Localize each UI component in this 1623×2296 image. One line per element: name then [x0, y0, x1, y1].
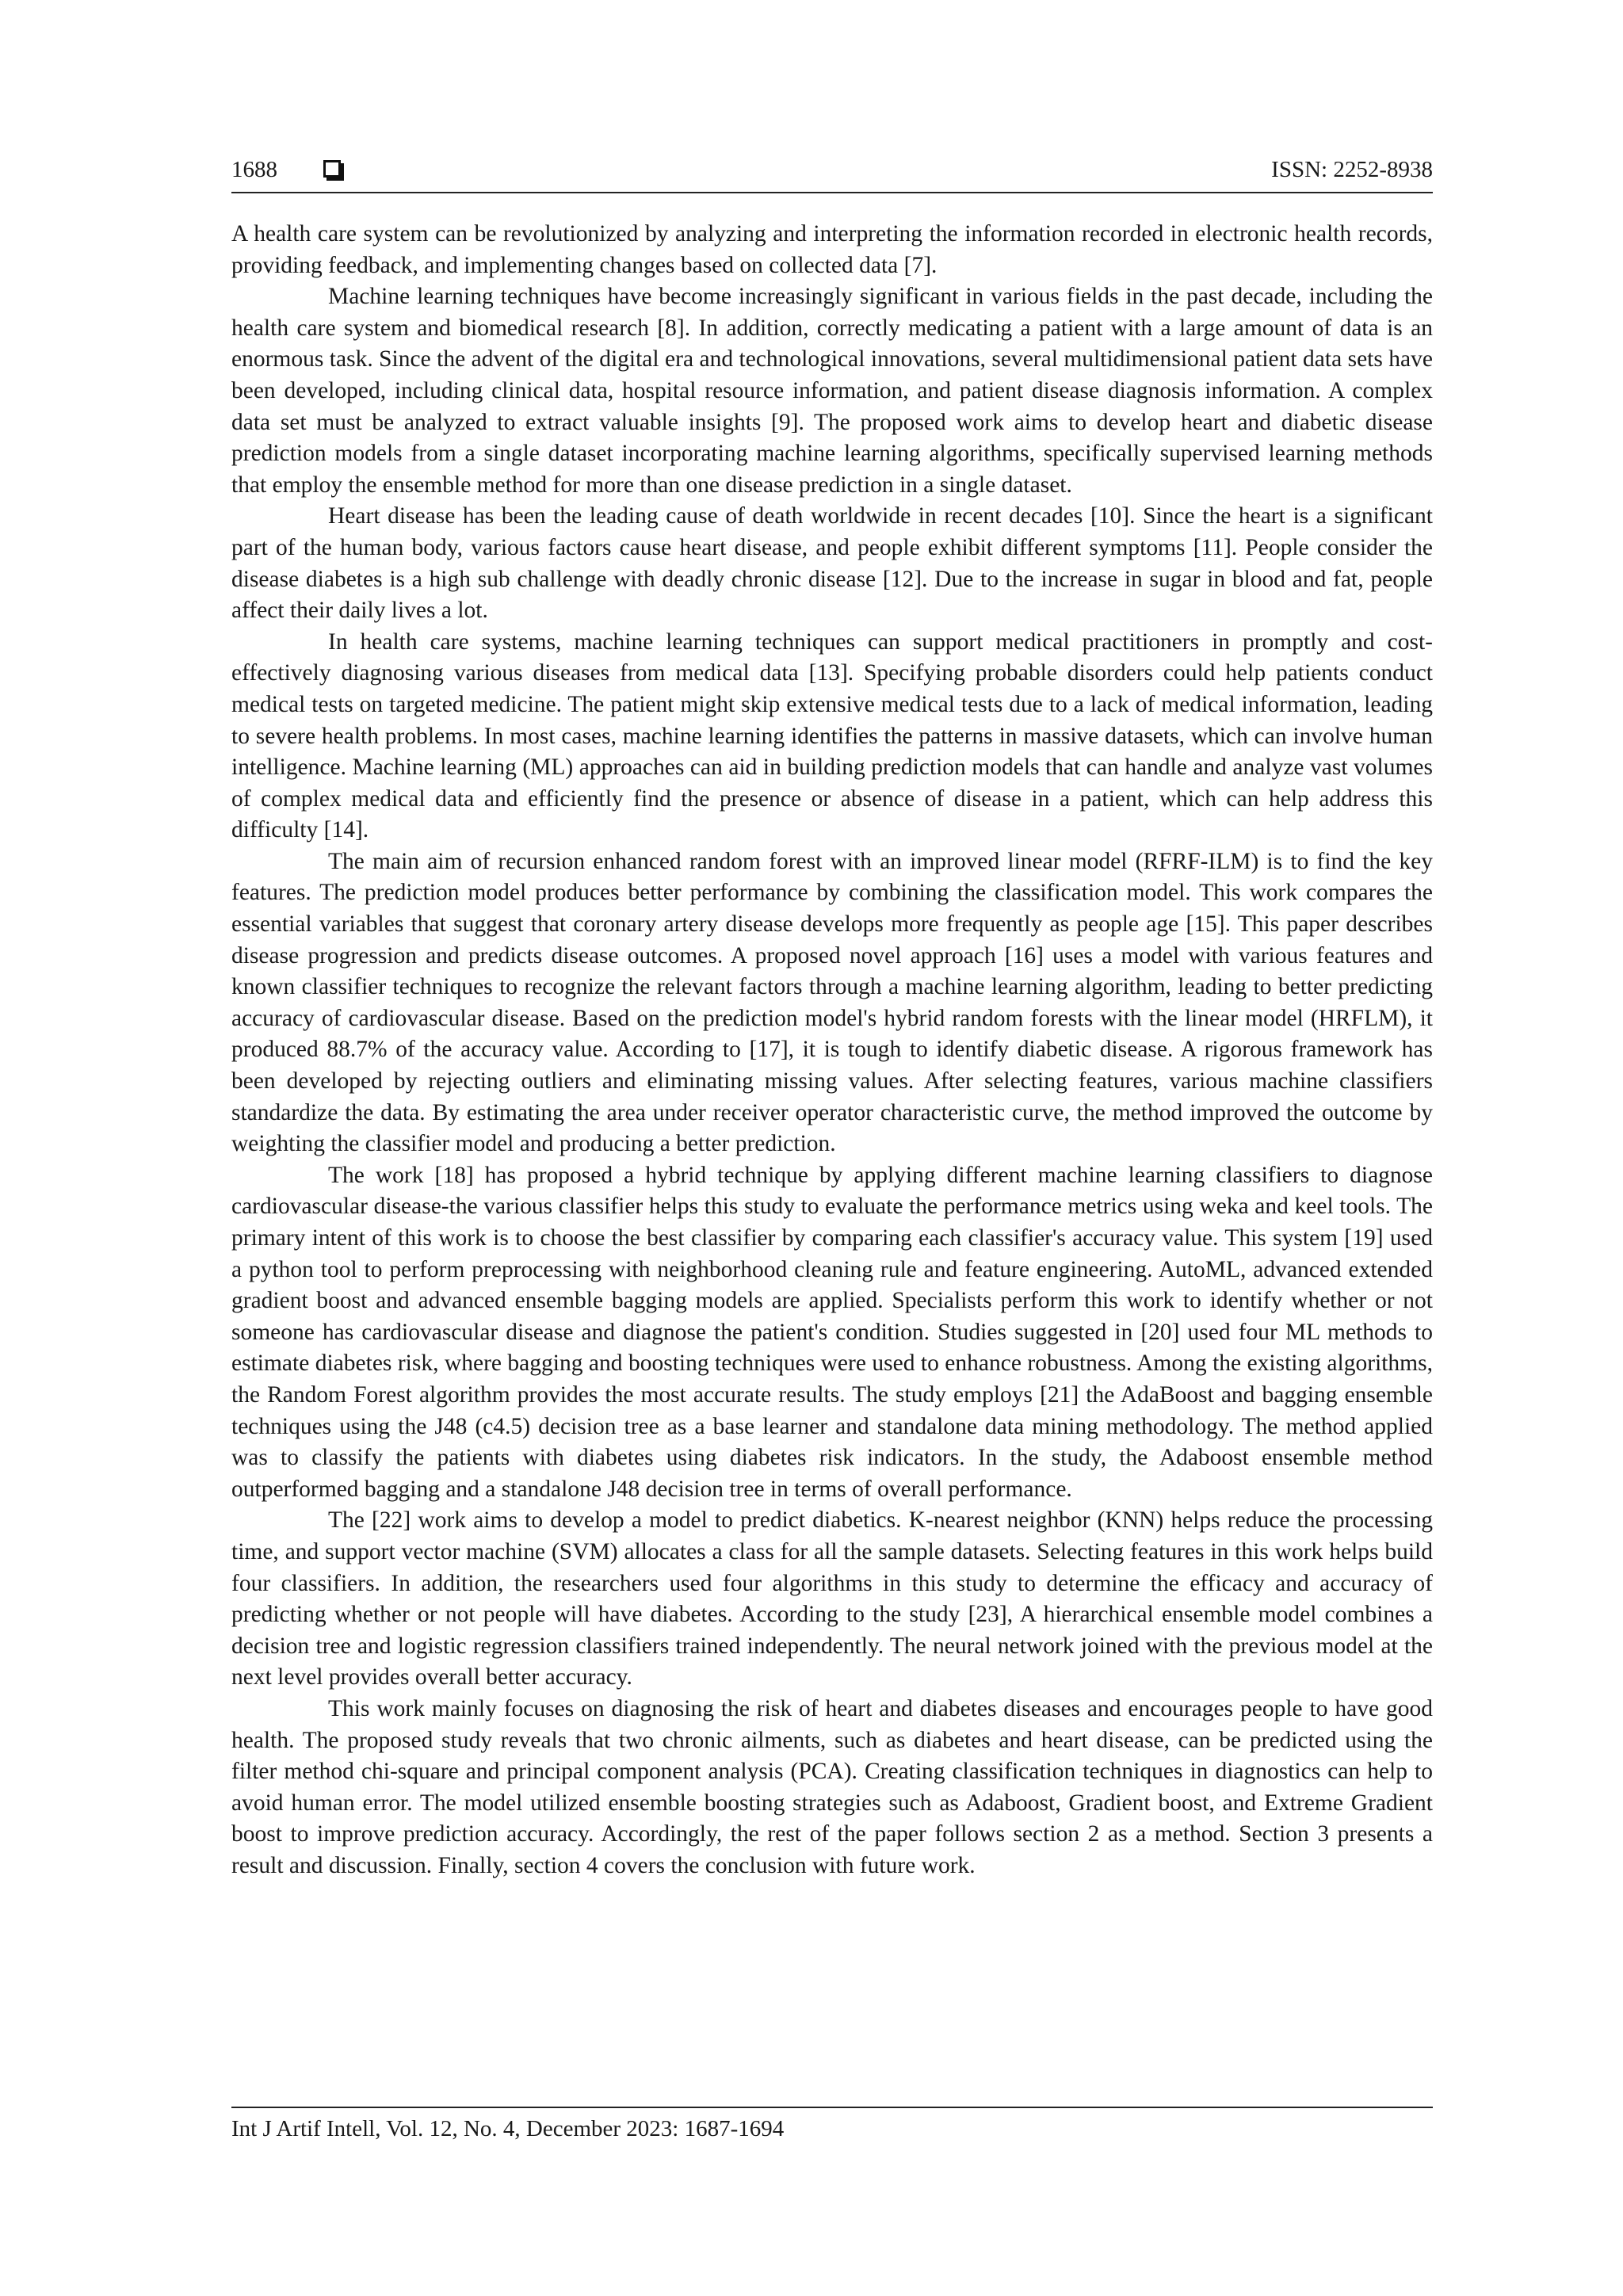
paragraph: The work [18] has proposed a hybrid technique by applying different machine learning classifiers to diagnose cardiovascular disease-the various classifier helps this study to evaluate the performance metrics using weka and keel tools. The primary intent of this work is to choose the best classifier by comparing each classifier's accuracy value. This system [19] used a python tool to perform preprocessing with neighborhood cleaning rule and feature engineering. AutoML, advanced extended gradient boost and advanced ensemble bagging models are applied. Specialists perform this work to identify whether or not someone has cardiovascular disease and diagnose the patient's condition. Studies suggested in [20] used four ML methods to estimate diabetes risk, where bagging and boosting techniques were used to enhance robustness. Among the existing algorithms, the Random Forest algorithm provides the most accurate results. The study employs [21] the AdaBoost and bagging ensemble techniques using the J48 (c4.5) decision tree as a base learner and standalone data mining methodology. The method applied was to classify the patients with diabetes using diabetes risk indicators. In the study, the Adaboost ensemble method outperformed bagging and a standalone J48 decision tree in terms of overall performance.	[231, 1162, 1433, 1502]
paragraph: The main aim of recursion enhanced random forest with an improved linear model (RFRF-ILM) is to find the key features. The prediction model produces better performance by combining the classification model. This work compares the essential variables that suggest that coronary artery disease develops more frequently as people age [15]. This paper describes disease progression and predicts disease outcomes. A proposed novel approach [16] uses a model with various features and known classifier techniques to recognize the relevant factors through a machine learning algorithm, leading to better predicting accuracy of cardiovascular disease. Based on the prediction model's hybrid random forests with the linear model (HRFLM), it produced 88.7% of the accuracy value. According to [17], it is tough to identify diabetic disease. A rigorous framework has been developed by rejecting outliers and eliminating missing values. After selecting features, various machine classifiers standardize the data. By estimating the area under receiver operator characteristic curve, the method improved the outcome by weighting the classifier model and producing a better prediction.	[231, 848, 1433, 1157]
article-body	[231, 219, 1433, 1881]
checkbox-square-icon	[323, 160, 341, 178]
paragraph: In health care systems, machine learning techniques can support medical practitioners in promptly and cost-effectively diagnosing various diseases from medical data [13]. Specifying probable disorders could help patients conduct medical tests on targeted medicine. The patient might skip extensive medical tests due to a lack of medical information, leading to severe health problems. In most cases, machine learning identifies the patterns in massive datasets, which can involve human intelligence. Machine learning (ML) approaches can aid in building prediction models that can handle and analyze vast volumes of complex medical data and efficiently find the presence or absence of disease in a patient, which can help address this difficulty [14].	[231, 628, 1433, 843]
page-number: 1688	[231, 157, 277, 182]
journal-citation: Int J Artif Intell, Vol. 12, No. 4, December 2023: 1687-1694	[231, 2116, 785, 2141]
page-header	[231, 155, 1433, 193]
journal-issn: ISSN: 2252-8938	[1271, 157, 1433, 182]
page-footer	[231, 2107, 1433, 2142]
paragraph: Machine learning techniques have become increasingly significant in various fields in the past decade, including the health care system and biomedical research [8]. In addition, correctly medicating a patient with a large amount of data is an enormous task. Since the advent of the digital era and technological innovations, several multidimensional patient data sets have been developed, including clinical data, hospital resource information, and patient disease diagnosis information. A complex data set must be analyzed to extract valuable insights [9]. The proposed work aims to develop heart and diabetic disease prediction models from a single dataset incorporating machine learning algorithms, specifically supervised learning methods that employ the ensemble method for more than one disease prediction in a single dataset.	[231, 284, 1433, 498]
paragraph: A health care system can be revolutionized by analyzing and interpreting the information recorded in electronic health records, providing feedback, and implementing changes based on collected data [7].	[231, 221, 1433, 278]
paragraph: This work mainly focuses on diagnosing the risk of heart and diabetes diseases and encourages people to have good health. The proposed study reveals that two chronic ailments, such as diabetes and heart disease, can be predicted using the filter method chi-square and principal component analysis (PCA). Creating classification techniques in diagnostics can help to avoid human error. The model utilized ensemble boosting strategies such as Adaboost, Gradient boost, and Extreme Gradient boost to improve prediction accuracy. Accordingly, the rest of the paper follows section 2 as a method. Section 3 presents a result and discussion. Finally, section 4 covers the conclusion with future work.	[231, 1695, 1433, 1878]
paragraph: The [22] work aims to develop a model to predict diabetics. K-nearest neighbor (KNN) helps reduce the processing time, and support vector machine (SVM) allocates a class for all the sample datasets. Selecting features in this work helps build four classifiers. In addition, the researchers used four algorithms in this study to determine the efficacy and accuracy of predicting whether or not people will have diabetes. According to the study [23], A hierarchical ensemble model combines a decision tree and logistic regression classifiers trained independently. The neural network joined with the previous model at the next level provides overall better accuracy.	[231, 1507, 1433, 1690]
paragraph: Heart disease has been the leading cause of death worldwide in recent decades [10]. Since the heart is a significant part of the human body, various factors cause heart disease, and people exhibit different symptoms [11]. People consider the disease diabetes is a high sub challenge with deadly chronic disease [12]. Due to the increase in sugar in blood and fat, people affect their daily lives a lot.	[231, 503, 1433, 624]
